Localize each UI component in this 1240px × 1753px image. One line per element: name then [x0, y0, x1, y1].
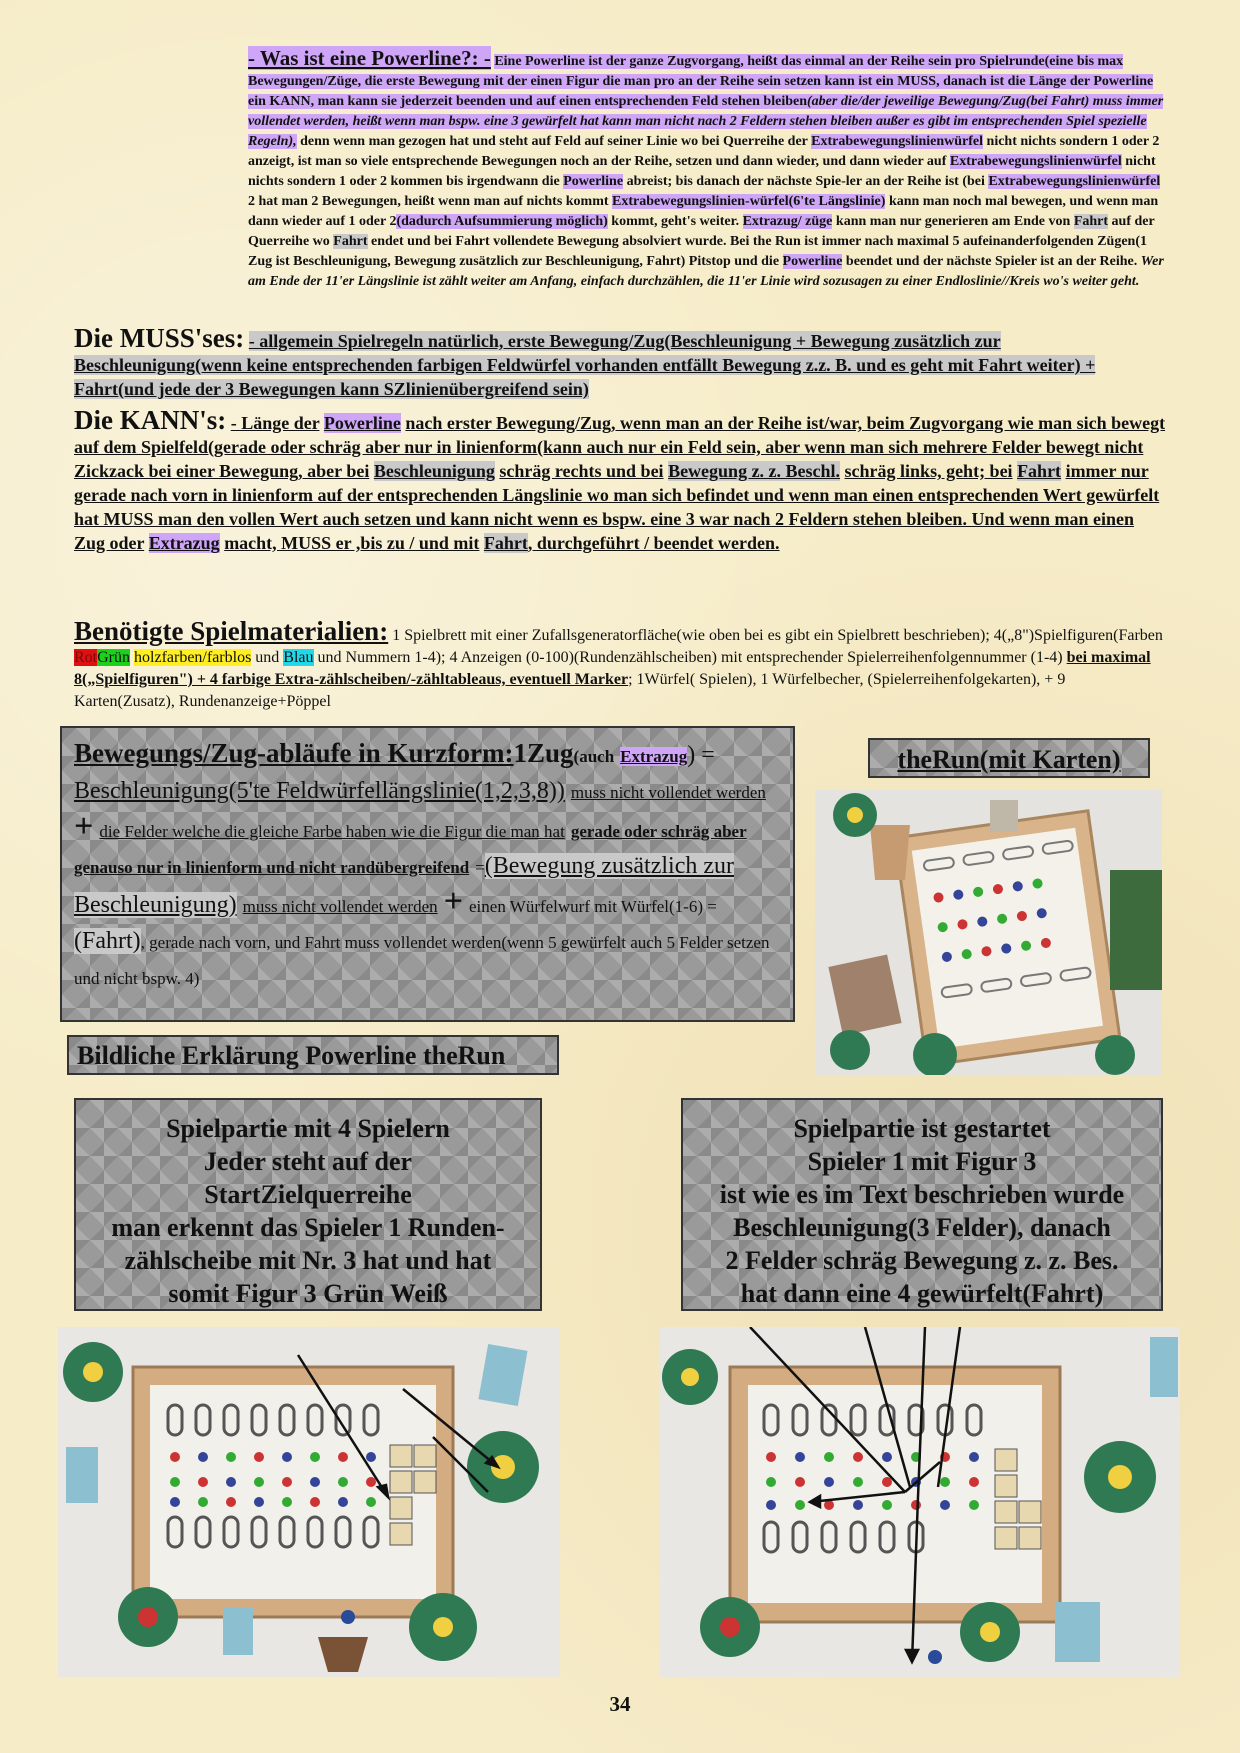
caption-line: Spieler 1 mit Figur 3: [807, 1147, 1037, 1176]
term-highlight: Fahrt: [1073, 214, 1109, 229]
material-bold: bei maximal 8(„Spielfiguren") + 4 farbige Extra-zählscheiben/-zähltableaus, eventuell Marker: [74, 649, 1151, 688]
intro-text: 2 hat man 2 Bewegungen, heißt wenn man auf nichts kommt: [248, 194, 609, 209]
term-highlight: Bewegung z. z. Beschl.: [668, 461, 841, 481]
bild-title: Bildliche Erklärung Powerline theRun: [67, 1035, 559, 1075]
muss-heading: Die MUSS'ses:: [74, 323, 245, 353]
term-highlight: Powerline: [782, 254, 843, 269]
intro-text: endet und bei Fahrt vollendete Bewegung absolviert wurde.: [371, 234, 727, 249]
kann-section: [74, 405, 1166, 555]
material-text: 1 Spielbrett mit einer Zufallsgeneratorfläche(wie oben bei es gibt ein Spielbrett beschrieben); 4(„8")Spielfiguren(Farben: [392, 627, 1163, 644]
plus-sign: +: [74, 808, 94, 845]
game-photo-right: [660, 1327, 1180, 1677]
term-highlight: Beschleunigung: [373, 461, 495, 481]
material-text: und Nummern 1-4); 4 Anzeigen (0-100)(Rundenzählscheiben) mit entsprechender Spielerreihenfolgennummer (1-4): [317, 649, 1063, 666]
caption-line: Beschleunigung(3 Felder), danach: [733, 1213, 1111, 1242]
caption-line: somit Figur 3 Grün Weiß: [168, 1279, 448, 1308]
intro-text: abreist; bis danach der nächste Spie-ler an der Reihe ist (bei: [626, 174, 985, 189]
material-heading: Benötigte Spielmaterialien:: [74, 616, 389, 646]
term-highlight: Extrabewegungslinienwürfel: [811, 134, 984, 149]
game-photo-left: [58, 1327, 560, 1677]
caption-line: Spielpartie ist gestartet: [793, 1114, 1051, 1143]
term-highlight: Extrazug: [620, 747, 688, 766]
caption-line: man erkennt das Spieler 1 Runden-: [111, 1213, 505, 1242]
powerline-intro: [74, 48, 1166, 292]
material-text: ; 1Würfel( Spielen), 1 Würfelbecher, (Spielerreihenfolgekarten), + 9 Karten(Zusatz), Rundenanzeige+Pöppel: [74, 671, 1066, 710]
term-highlight: Fahrt: [333, 234, 368, 249]
intro-text: Eine Powerline ist der ganze Zugvorgang, heißt das einmal an der Reihe sein pro Spielrunde(eine bis max Bewegungen/Züge, die erste Bewegung mit der einen Figur die man pro an der Reihe sein setzen kann ist ein MUSS, danach ist die Länge der Powerline ein KANN, man kann sie jederzeit beenden und auf einen entsprechenden Feld stehen bleiben: [248, 54, 1154, 109]
game-photo-top: [815, 790, 1162, 1075]
board-move-illustration: [660, 1327, 1180, 1677]
kurzform-bewegung: (Bewegung zusätzlich zur Beschleunigung): [74, 853, 734, 918]
color-yellow-label: holzfarben/farblos: [134, 649, 252, 666]
powerline-title: - Was ist eine Powerline?: -: [248, 46, 491, 70]
kurzform-fahrt: (Fahrt): [74, 928, 141, 954]
kurzform-text: gerade oder schräg aber genauso nur in linienform und nicht randübergreifend: [74, 822, 747, 877]
page-number: 34: [609, 1692, 631, 1716]
term-highlight: Extrabewegungslinienwürfel: [988, 174, 1161, 189]
material-section: [74, 616, 1166, 713]
kurzform-zug: 1Zug: [513, 738, 574, 768]
caption-left: [74, 1098, 542, 1311]
kurzform-text: =: [475, 858, 485, 877]
intro-text: kommt, geht's weiter.: [611, 214, 740, 229]
term-highlight: Powerline: [563, 174, 624, 189]
term-highlight: Extrabewegungslinien-würfel(6'te Längslinie): [612, 194, 886, 209]
color-red-label: Rot: [74, 649, 98, 666]
kurzform-text: , gerade nach vorn, und Fahrt muss vollendet werden(wenn 5 gewürfelt auch 5 Felder setzen und nicht bspw. 4): [74, 933, 770, 988]
term-highlight: Powerline: [323, 413, 401, 433]
term-highlight: (dadurch Aufsummierung möglich): [396, 214, 608, 229]
caption-line: hat dann eine 4 gewürfelt(Fahrt): [740, 1279, 1104, 1308]
kurzform-text: muss nicht vollendet werden: [570, 783, 766, 802]
kurzform-title: Bewegungs/Zug-abläufe in Kurzform:: [74, 738, 514, 768]
kurzform-text: einen Würfelwurf mit Würfel(1-6) =: [469, 897, 717, 916]
kann-text: nach erster Bewegung/Zug, wenn man an der Reihe ist/war, beim Zugvorgang wie man sich bewegt auf dem Spielfeld(gerade oder schräg aber nur in linienform(kann auch nur ein Feld sein, aber wenn man sich mehrere Felder bewegt nicht Zickzack bei einer Bewegung, aber bei: [74, 413, 1166, 481]
kurzform-box: [60, 726, 795, 1022]
therun-title: theRun(mit Karten): [868, 738, 1150, 778]
muss-text: - allgemein Spielregeln natürlich, erste Bewegung/Zug(Beschleunigung + Bewegung zusätzlich zur Beschleunigung(wenn keine entsprechenden farbigen Feldwürfel vorhanden entfällt Bewegung z.z. B. und es geht mit Fahrt weiter) + Fahrt(und jede der 3 Bewegungen kann SZlinienübergreifend sein): [74, 331, 1096, 399]
kann-text: schräg rechts und bei: [499, 461, 664, 481]
term-highlight: Fahrt: [1017, 461, 1062, 481]
caption-line: StartZielquerreihe: [204, 1180, 412, 1209]
term-highlight: Extrabewegungslinienwürfel: [949, 154, 1122, 169]
color-green-label: Grün: [97, 649, 131, 666]
intro-text: denn wenn man gezogen hat und steht auf Feld auf seiner Linie wo bei Querreihe der: [300, 134, 808, 149]
term-highlight: Extrazug/ züge: [742, 214, 833, 229]
kann-text: immer nur gerade nach vorn in linienform auf der entsprechenden Längslinie wo man sich befindet und wenn man einen entsprechenden Wert gewürfelt hat MUSS man den vollen Wert auch setzen und kann nicht wenn es bspw. eine 3 war nach 2 Feldern stehen bleiben. Und wenn man einen Zug oder: [74, 461, 1160, 553]
term-highlight: Fahrt: [483, 533, 528, 553]
intro-text: kann man nur generieren am Ende von: [835, 214, 1071, 229]
board-start-illustration: [58, 1327, 560, 1677]
kurzform-beschleunigung: Beschleunigung(5'te Feldwürfellängslinie(1,2,3,8)): [74, 778, 565, 804]
color-blue-label: Blau: [283, 649, 314, 666]
caption-line: 2 Felder schräg Bewegung z. z. Bes.: [725, 1246, 1119, 1275]
caption-right: [681, 1098, 1163, 1311]
intro-text: nicht nichts sondern 1 oder 2 anzeigt, ist man so viele entsprechende Bewegungen noch an der Reihe, setzen und dann wieder, und dann wieder auf: [248, 134, 1160, 169]
kurzform-text: die Felder welche die gleiche Farbe haben wie die Figur die man hat: [99, 822, 565, 841]
intro-italic: Wer am Ende der 11'er Längslinie ist zählt weiter am Anfang, einfach durchzählen, die 11'er Linie wird sozusagen zu einer Endloslinie//Kreis wo's weiter geht.: [248, 254, 1164, 289]
kurzform-text: muss nicht vollendet werden: [242, 897, 438, 916]
intro-text: beendet und der nächste Spieler ist an der Reihe.: [845, 254, 1138, 269]
muss-section: [74, 323, 1166, 401]
game-board-illustration: [815, 790, 1162, 1075]
kann-text: macht, MUSS er ,bis zu / und mit: [224, 533, 480, 553]
kann-heading: Die KANN's:: [74, 405, 227, 435]
intro-text: nicht nichts sondern 1 oder 2 kommen bis irgendwann die: [248, 154, 1156, 189]
intro-text: auf der Querreihe wo: [248, 214, 1155, 249]
caption-line: zählscheibe mit Nr. 3 hat und hat: [124, 1246, 492, 1275]
term-highlight: Extrazug: [148, 533, 220, 553]
caption-line: Spielpartie mit 4 Spielern: [166, 1114, 450, 1143]
kurzform-text: ) =: [687, 742, 715, 768]
intro-text: Bei the Run ist immer nach maximal 5 aufeinanderfolgenden Zügen(1 Zug ist Beschleunigung, Bewegung zusätzlich zur Beschleunigung, Fahrt) Pitstop und die: [248, 234, 1147, 269]
kurzform-text: (auch: [573, 747, 615, 766]
material-text: und: [255, 649, 280, 666]
intro-italic: (aber die/der jeweilige Bewegung/Zug(bei Fahrt) muss immer vollendet werden, heißt wenn man bspw. eine 3 gewürfelt hat kann man nicht nach 2 Feldern stehen bleiben außer es gibt im entsprechenden Spiel spezielle Regeln),: [248, 94, 1164, 149]
intro-text: kann man noch mal bewegen, und wenn man dann wieder auf 1 oder 2: [248, 194, 1159, 229]
plus-sign: +: [443, 883, 464, 920]
kann-text: schräg links, geht; bei: [844, 461, 1013, 481]
kann-text: , durchgeführt / beendet werden.: [527, 533, 780, 553]
caption-line: ist wie es im Text beschrieben wurde: [719, 1180, 1125, 1209]
caption-line: Jeder steht auf der: [203, 1147, 413, 1176]
kann-text: - Länge der: [230, 413, 320, 433]
